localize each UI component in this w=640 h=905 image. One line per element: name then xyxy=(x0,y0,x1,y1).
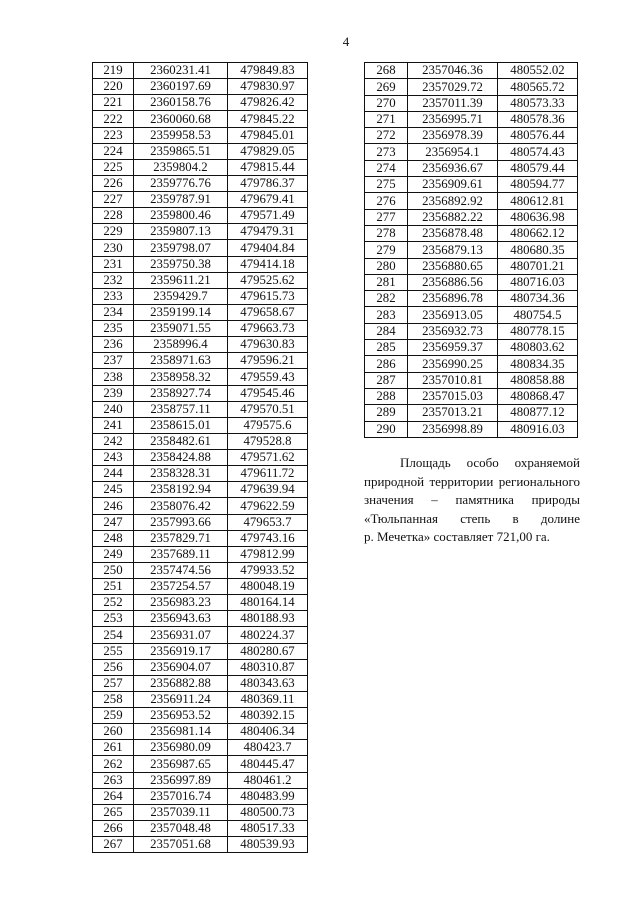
y-coordinate-cell: 479786.37 xyxy=(228,176,308,192)
y-coordinate-cell: 480662.12 xyxy=(498,226,578,242)
x-coordinate-cell: 2358615.01 xyxy=(134,418,228,434)
table-row xyxy=(93,708,308,724)
y-coordinate-cell: 479812.99 xyxy=(228,547,308,563)
x-coordinate-cell: 2356998.89 xyxy=(408,422,498,438)
y-coordinate-cell: 479743.16 xyxy=(228,531,308,547)
x-coordinate-cell: 2356997.89 xyxy=(134,773,228,789)
x-coordinate-cell: 2359804.2 xyxy=(134,160,228,176)
table-row xyxy=(93,224,308,240)
x-coordinate-cell: 2357039.11 xyxy=(134,805,228,821)
point-number-cell: 277 xyxy=(365,210,408,226)
point-number-cell: 263 xyxy=(93,773,134,789)
table-row xyxy=(365,242,578,258)
table-row xyxy=(365,128,578,144)
point-number-cell: 222 xyxy=(93,111,134,127)
point-number-cell: 229 xyxy=(93,224,134,240)
y-coordinate-cell: 479845.01 xyxy=(228,128,308,144)
table-row xyxy=(365,177,578,193)
point-number-cell: 290 xyxy=(365,422,408,438)
table-row xyxy=(93,160,308,176)
point-number-cell: 228 xyxy=(93,208,134,224)
point-number-cell: 288 xyxy=(365,389,408,405)
y-coordinate-cell: 479571.49 xyxy=(228,208,308,224)
table-row xyxy=(93,547,308,563)
table-row xyxy=(93,434,308,450)
x-coordinate-cell: 2359958.53 xyxy=(134,128,228,144)
x-coordinate-cell: 2356936.67 xyxy=(408,161,498,177)
x-coordinate-cell: 2358192.94 xyxy=(134,482,228,498)
y-coordinate-cell: 479528.8 xyxy=(228,434,308,450)
x-coordinate-cell: 2359798.07 xyxy=(134,240,228,256)
table-row xyxy=(365,259,578,275)
y-coordinate-cell: 480680.35 xyxy=(498,242,578,258)
point-number-cell: 224 xyxy=(93,144,134,160)
table-row xyxy=(93,321,308,337)
x-coordinate-cell: 2358757.11 xyxy=(134,402,228,418)
x-coordinate-cell: 2356981.14 xyxy=(134,724,228,740)
point-number-cell: 254 xyxy=(93,627,134,643)
point-number-cell: 238 xyxy=(93,369,134,385)
point-number-cell: 245 xyxy=(93,482,134,498)
table-row xyxy=(93,144,308,160)
table-row xyxy=(365,112,578,128)
y-coordinate-cell: 480868.47 xyxy=(498,389,578,405)
y-coordinate-cell: 479653.7 xyxy=(228,515,308,531)
y-coordinate-cell: 479414.18 xyxy=(228,257,308,273)
point-number-cell: 253 xyxy=(93,611,134,627)
y-coordinate-cell: 479559.43 xyxy=(228,369,308,385)
y-coordinate-cell: 480858.88 xyxy=(498,373,578,389)
table-row xyxy=(365,226,578,242)
table-row xyxy=(93,418,308,434)
x-coordinate-cell: 2356987.65 xyxy=(134,756,228,772)
table-row xyxy=(93,660,308,676)
point-number-cell: 283 xyxy=(365,307,408,323)
table-row xyxy=(93,515,308,531)
y-coordinate-cell: 479845.22 xyxy=(228,111,308,127)
y-coordinate-cell: 480916.03 xyxy=(498,422,578,438)
table-row xyxy=(93,724,308,740)
table-row xyxy=(93,644,308,660)
point-number-cell: 237 xyxy=(93,353,134,369)
point-number-cell: 230 xyxy=(93,240,134,256)
y-coordinate-cell: 480406.34 xyxy=(228,724,308,740)
y-coordinate-cell: 479630.83 xyxy=(228,337,308,353)
x-coordinate-cell: 2356990.25 xyxy=(408,356,498,372)
x-coordinate-cell: 2358328.31 xyxy=(134,466,228,482)
x-coordinate-cell: 2360197.69 xyxy=(134,79,228,95)
x-coordinate-cell: 2358076.42 xyxy=(134,498,228,514)
y-coordinate-cell: 480778.15 xyxy=(498,324,578,340)
point-number-cell: 221 xyxy=(93,95,134,111)
table-row xyxy=(93,386,308,402)
table-row xyxy=(365,210,578,226)
x-coordinate-cell: 2357051.68 xyxy=(134,837,228,853)
y-coordinate-cell: 480310.87 xyxy=(228,660,308,676)
table-row xyxy=(93,692,308,708)
point-number-cell: 225 xyxy=(93,160,134,176)
table-row xyxy=(93,402,308,418)
x-coordinate-cell: 2357015.03 xyxy=(408,389,498,405)
x-coordinate-cell: 2356954.1 xyxy=(408,144,498,160)
point-number-cell: 284 xyxy=(365,324,408,340)
x-coordinate-cell: 2359800.46 xyxy=(134,208,228,224)
y-coordinate-cell: 479829.05 xyxy=(228,144,308,160)
table-row xyxy=(93,563,308,579)
x-coordinate-cell: 2359776.76 xyxy=(134,176,228,192)
summary-line: Площадь особо охраняемой xyxy=(400,455,580,470)
point-number-cell: 269 xyxy=(365,79,408,95)
point-number-cell: 239 xyxy=(93,386,134,402)
table-row xyxy=(93,111,308,127)
y-coordinate-cell: 479525.62 xyxy=(228,273,308,289)
y-coordinate-cell: 480445.47 xyxy=(228,756,308,772)
point-number-cell: 255 xyxy=(93,644,134,660)
table-row xyxy=(365,291,578,307)
y-coordinate-cell: 479658.67 xyxy=(228,305,308,321)
y-coordinate-cell: 480461.2 xyxy=(228,773,308,789)
x-coordinate-cell: 2357046.36 xyxy=(408,63,498,79)
y-coordinate-cell: 479663.73 xyxy=(228,321,308,337)
table-row xyxy=(93,756,308,772)
table-row xyxy=(365,422,578,438)
y-coordinate-cell: 479404.84 xyxy=(228,240,308,256)
point-number-cell: 248 xyxy=(93,531,134,547)
y-coordinate-cell: 480573.33 xyxy=(498,96,578,112)
x-coordinate-cell: 2356978.39 xyxy=(408,128,498,144)
x-coordinate-cell: 2359199.14 xyxy=(134,305,228,321)
x-coordinate-cell: 2358958.32 xyxy=(134,369,228,385)
table-row xyxy=(365,96,578,112)
table-row xyxy=(93,273,308,289)
point-number-cell: 233 xyxy=(93,289,134,305)
y-coordinate-cell: 479815.44 xyxy=(228,160,308,176)
x-coordinate-cell: 2357689.11 xyxy=(134,547,228,563)
table-row xyxy=(365,144,578,160)
point-number-cell: 271 xyxy=(365,112,408,128)
table-row xyxy=(93,208,308,224)
y-coordinate-cell: 479611.72 xyxy=(228,466,308,482)
table-row xyxy=(93,289,308,305)
point-number-cell: 250 xyxy=(93,563,134,579)
y-coordinate-cell: 479679.41 xyxy=(228,192,308,208)
y-coordinate-cell: 480578.36 xyxy=(498,112,578,128)
y-coordinate-cell: 479826.42 xyxy=(228,95,308,111)
y-coordinate-cell: 480369.11 xyxy=(228,692,308,708)
table-row xyxy=(93,240,308,256)
y-coordinate-cell: 480565.72 xyxy=(498,79,578,95)
point-number-cell: 241 xyxy=(93,418,134,434)
y-coordinate-cell: 479571.62 xyxy=(228,450,308,466)
x-coordinate-cell: 2356882.22 xyxy=(408,210,498,226)
point-number-cell: 249 xyxy=(93,547,134,563)
x-coordinate-cell: 2356882.88 xyxy=(134,676,228,692)
point-number-cell: 270 xyxy=(365,96,408,112)
page-number: 4 xyxy=(342,34,350,49)
point-number-cell: 232 xyxy=(93,273,134,289)
x-coordinate-cell: 2356919.17 xyxy=(134,644,228,660)
y-coordinate-cell: 480280.67 xyxy=(228,644,308,660)
table-row xyxy=(93,192,308,208)
y-coordinate-cell: 479596.21 xyxy=(228,353,308,369)
x-coordinate-cell: 2357029.72 xyxy=(408,79,498,95)
table-row xyxy=(93,531,308,547)
x-coordinate-cell: 2358424.88 xyxy=(134,450,228,466)
y-coordinate-cell: 479830.97 xyxy=(228,79,308,95)
y-coordinate-cell: 480612.81 xyxy=(498,193,578,209)
x-coordinate-cell: 2356911.24 xyxy=(134,692,228,708)
table-row xyxy=(93,595,308,611)
x-coordinate-cell: 2356995.71 xyxy=(408,112,498,128)
point-number-cell: 220 xyxy=(93,79,134,95)
x-coordinate-cell: 2356932.73 xyxy=(408,324,498,340)
table-row xyxy=(365,340,578,356)
y-coordinate-cell: 479622.59 xyxy=(228,498,308,514)
point-number-cell: 278 xyxy=(365,226,408,242)
x-coordinate-cell: 2357010.81 xyxy=(408,373,498,389)
point-number-cell: 240 xyxy=(93,402,134,418)
y-coordinate-cell: 480552.02 xyxy=(498,63,578,79)
table-row xyxy=(365,324,578,340)
table-row xyxy=(93,498,308,514)
point-number-cell: 251 xyxy=(93,579,134,595)
x-coordinate-cell: 2360231.41 xyxy=(134,63,228,79)
point-number-cell: 247 xyxy=(93,515,134,531)
point-number-cell: 227 xyxy=(93,192,134,208)
table-row xyxy=(93,579,308,595)
x-coordinate-cell: 2358482.61 xyxy=(134,434,228,450)
x-coordinate-cell: 2356878.48 xyxy=(408,226,498,242)
y-coordinate-cell: 480343.63 xyxy=(228,676,308,692)
table-row xyxy=(93,95,308,111)
table-row xyxy=(93,837,308,853)
table-row xyxy=(365,275,578,291)
point-number-cell: 234 xyxy=(93,305,134,321)
table-row xyxy=(93,63,308,79)
point-number-cell: 219 xyxy=(93,63,134,79)
x-coordinate-cell: 2356896.78 xyxy=(408,291,498,307)
summary-line: природной территории регионального xyxy=(364,473,580,489)
x-coordinate-cell: 2356983.23 xyxy=(134,595,228,611)
point-number-cell: 261 xyxy=(93,740,134,756)
table-row xyxy=(365,389,578,405)
point-number-cell: 235 xyxy=(93,321,134,337)
summary-line: значения – памятника природы xyxy=(364,492,580,508)
table-row xyxy=(365,63,578,79)
x-coordinate-cell: 2357011.39 xyxy=(408,96,498,112)
point-number-cell: 275 xyxy=(365,177,408,193)
point-number-cell: 282 xyxy=(365,291,408,307)
summary-line: «Тюльпанная степь в долине xyxy=(364,510,580,526)
coordinates-table-left xyxy=(92,62,308,853)
table-row xyxy=(365,193,578,209)
x-coordinate-cell: 2359865.51 xyxy=(134,144,228,160)
point-number-cell: 276 xyxy=(365,193,408,209)
y-coordinate-cell: 480048.19 xyxy=(228,579,308,595)
y-coordinate-cell: 479545.46 xyxy=(228,386,308,402)
point-number-cell: 280 xyxy=(365,259,408,275)
y-coordinate-cell: 480188.93 xyxy=(228,611,308,627)
coordinates-table-right xyxy=(364,62,578,438)
table-row xyxy=(93,821,308,837)
y-coordinate-cell: 479479.31 xyxy=(228,224,308,240)
point-number-cell: 287 xyxy=(365,373,408,389)
point-number-cell: 242 xyxy=(93,434,134,450)
y-coordinate-cell: 479570.51 xyxy=(228,402,308,418)
y-coordinate-cell: 480734.36 xyxy=(498,291,578,307)
x-coordinate-cell: 2359787.91 xyxy=(134,192,228,208)
y-coordinate-cell: 480392.15 xyxy=(228,708,308,724)
x-coordinate-cell: 2356904.07 xyxy=(134,660,228,676)
y-coordinate-cell: 480576.44 xyxy=(498,128,578,144)
point-number-cell: 272 xyxy=(365,128,408,144)
x-coordinate-cell: 2356913.05 xyxy=(408,307,498,323)
table-row xyxy=(93,176,308,192)
x-coordinate-cell: 2357013.21 xyxy=(408,405,498,421)
x-coordinate-cell: 2356943.63 xyxy=(134,611,228,627)
y-coordinate-cell: 480877.12 xyxy=(498,405,578,421)
table-row xyxy=(93,482,308,498)
x-coordinate-cell: 2358927.74 xyxy=(134,386,228,402)
x-coordinate-cell: 2360060.68 xyxy=(134,111,228,127)
x-coordinate-cell: 2356953.52 xyxy=(134,708,228,724)
x-coordinate-cell: 2359071.55 xyxy=(134,321,228,337)
table-row xyxy=(93,740,308,756)
x-coordinate-cell: 2359611.21 xyxy=(134,273,228,289)
point-number-cell: 285 xyxy=(365,340,408,356)
table-row xyxy=(93,305,308,321)
point-number-cell: 289 xyxy=(365,405,408,421)
point-number-cell: 268 xyxy=(365,63,408,79)
y-coordinate-cell: 480500.73 xyxy=(228,805,308,821)
table-row xyxy=(365,356,578,372)
point-number-cell: 252 xyxy=(93,595,134,611)
x-coordinate-cell: 2356909.61 xyxy=(408,177,498,193)
table-row xyxy=(365,405,578,421)
x-coordinate-cell: 2356892.92 xyxy=(408,193,498,209)
x-coordinate-cell: 2357474.56 xyxy=(134,563,228,579)
x-coordinate-cell: 2356879.13 xyxy=(408,242,498,258)
table-row xyxy=(93,466,308,482)
table-row xyxy=(93,337,308,353)
y-coordinate-cell: 479933.52 xyxy=(228,563,308,579)
point-number-cell: 286 xyxy=(365,356,408,372)
point-number-cell: 262 xyxy=(93,756,134,772)
point-number-cell: 260 xyxy=(93,724,134,740)
point-number-cell: 231 xyxy=(93,257,134,273)
x-coordinate-cell: 2359807.13 xyxy=(134,224,228,240)
point-number-cell: 273 xyxy=(365,144,408,160)
y-coordinate-cell: 479615.73 xyxy=(228,289,308,305)
y-coordinate-cell: 480517.33 xyxy=(228,821,308,837)
y-coordinate-cell: 480716.03 xyxy=(498,275,578,291)
y-coordinate-cell: 480754.5 xyxy=(498,307,578,323)
x-coordinate-cell: 2356886.56 xyxy=(408,275,498,291)
x-coordinate-cell: 2360158.76 xyxy=(134,95,228,111)
table-row xyxy=(93,353,308,369)
y-coordinate-cell: 480423.7 xyxy=(228,740,308,756)
x-coordinate-cell: 2357048.48 xyxy=(134,821,228,837)
table-row xyxy=(93,128,308,144)
point-number-cell: 246 xyxy=(93,498,134,514)
point-number-cell: 279 xyxy=(365,242,408,258)
y-coordinate-cell: 479575.6 xyxy=(228,418,308,434)
y-coordinate-cell: 480701.21 xyxy=(498,259,578,275)
table-row xyxy=(93,611,308,627)
point-number-cell: 281 xyxy=(365,275,408,291)
y-coordinate-cell: 480483.99 xyxy=(228,789,308,805)
x-coordinate-cell: 2356959.37 xyxy=(408,340,498,356)
point-number-cell: 264 xyxy=(93,789,134,805)
y-coordinate-cell: 480224.37 xyxy=(228,627,308,643)
y-coordinate-cell: 480164.14 xyxy=(228,595,308,611)
y-coordinate-cell: 479849.83 xyxy=(228,63,308,79)
x-coordinate-cell: 2359750.38 xyxy=(134,257,228,273)
x-coordinate-cell: 2356931.07 xyxy=(134,627,228,643)
point-number-cell: 223 xyxy=(93,128,134,144)
table-row xyxy=(365,307,578,323)
point-number-cell: 266 xyxy=(93,821,134,837)
y-coordinate-cell: 480834.35 xyxy=(498,356,578,372)
y-coordinate-cell: 480579.44 xyxy=(498,161,578,177)
table-row xyxy=(93,369,308,385)
y-coordinate-cell: 480803.62 xyxy=(498,340,578,356)
y-coordinate-cell: 479639.94 xyxy=(228,482,308,498)
point-number-cell: 244 xyxy=(93,466,134,482)
x-coordinate-cell: 2357016.74 xyxy=(134,789,228,805)
point-number-cell: 265 xyxy=(93,805,134,821)
point-number-cell: 236 xyxy=(93,337,134,353)
table-row xyxy=(93,676,308,692)
table-row xyxy=(365,79,578,95)
x-coordinate-cell: 2358996.4 xyxy=(134,337,228,353)
table-row xyxy=(93,773,308,789)
summary-line: р. Мечетка» составляет 721,00 га. xyxy=(364,529,550,545)
area-summary-paragraph xyxy=(364,454,580,547)
point-number-cell: 256 xyxy=(93,660,134,676)
point-number-cell: 274 xyxy=(365,161,408,177)
x-coordinate-cell: 2358971.63 xyxy=(134,353,228,369)
x-coordinate-cell: 2357254.57 xyxy=(134,579,228,595)
point-number-cell: 226 xyxy=(93,176,134,192)
table-row xyxy=(93,257,308,273)
y-coordinate-cell: 480574.43 xyxy=(498,144,578,160)
x-coordinate-cell: 2356980.09 xyxy=(134,740,228,756)
table-row xyxy=(93,79,308,95)
table-row xyxy=(365,161,578,177)
table-row xyxy=(93,805,308,821)
x-coordinate-cell: 2357829.71 xyxy=(134,531,228,547)
table-row xyxy=(365,373,578,389)
point-number-cell: 267 xyxy=(93,837,134,853)
y-coordinate-cell: 480594.77 xyxy=(498,177,578,193)
y-coordinate-cell: 480539.93 xyxy=(228,837,308,853)
x-coordinate-cell: 2356880.65 xyxy=(408,259,498,275)
table-row xyxy=(93,450,308,466)
point-number-cell: 258 xyxy=(93,692,134,708)
x-coordinate-cell: 2357993.66 xyxy=(134,515,228,531)
table-row xyxy=(93,789,308,805)
y-coordinate-cell: 480636.98 xyxy=(498,210,578,226)
x-coordinate-cell: 2359429.7 xyxy=(134,289,228,305)
table-row xyxy=(93,627,308,643)
point-number-cell: 257 xyxy=(93,676,134,692)
point-number-cell: 243 xyxy=(93,450,134,466)
point-number-cell: 259 xyxy=(93,708,134,724)
